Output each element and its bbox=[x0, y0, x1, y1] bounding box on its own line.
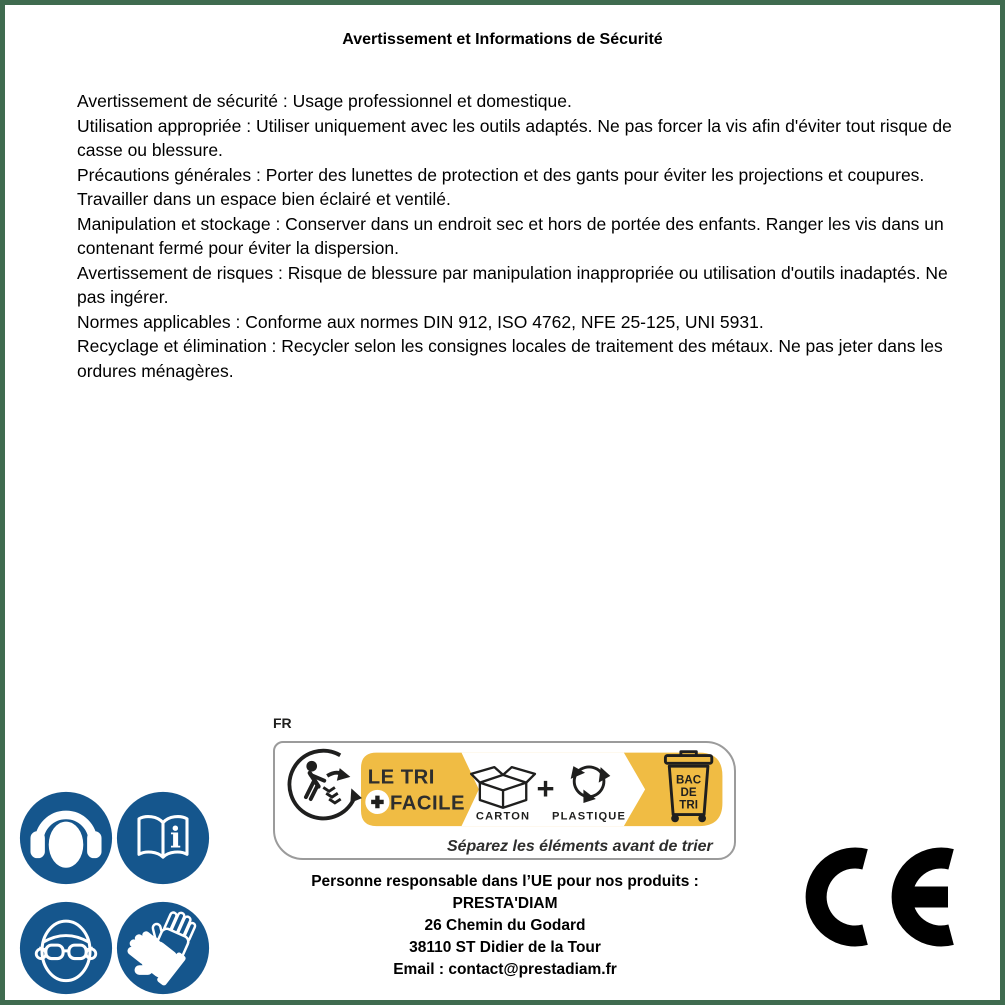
email-line: Email : contact@prestadiam.fr bbox=[393, 961, 617, 978]
triman-icon bbox=[289, 751, 361, 819]
safety-paragraph: Normes applicables : Conforme aux normes DIN 912, ISO 4762, NFE 25-125, UNI 5931. bbox=[77, 311, 764, 332]
bin-label-line: BAC bbox=[676, 774, 702, 787]
headline-top: LE TRI bbox=[367, 766, 435, 789]
safety-paragraph: Manipulation et stockage : Conserver dans un endroit sec et hors de portée des enfants. Ranger les vis dans un contenant fermé pour éviter la dispersion. bbox=[77, 213, 944, 258]
bin-label-line: TRI bbox=[679, 799, 698, 812]
responsible-person-block bbox=[257, 871, 753, 981]
ce-marking-icon bbox=[805, 845, 965, 950]
safety-paragraph: Avertissement de risques : Risque de blessure par manipulation inappropriée ou utilisation d'outils inadaptés. Ne pas ingérer. bbox=[77, 262, 948, 307]
safety-paragraph: Précautions générales : Porter des lunettes de protection et des gants pour éviter les projections et coupures. Travailler dans un espace bien éclairé et ventilé. bbox=[77, 164, 925, 209]
safety-paragraph: Utilisation appropriée : Utiliser uniquement avec les outils adaptés. Ne pas forcer la vis afin d'éviter tout risque de casse ou blessure. bbox=[77, 115, 952, 160]
wear-eye-protection-icon bbox=[18, 900, 114, 996]
material-label-carton: CARTON bbox=[475, 810, 531, 823]
plus-separator: + bbox=[536, 771, 555, 807]
info-tri-recycling-label bbox=[273, 741, 736, 860]
sorting-instruction: Séparez les éléments avant de trier bbox=[446, 838, 713, 856]
read-instruction-manual-icon bbox=[115, 790, 211, 886]
address-line: 26 Chemin du Godard bbox=[424, 917, 586, 934]
bin-label-line: DE bbox=[680, 787, 697, 800]
page-title: Avertissement et Informations de Sécurité bbox=[342, 31, 663, 48]
svg-text:i: i bbox=[170, 820, 181, 855]
safety-paragraph: Avertissement de sécurité : Usage professionnel et domestique. bbox=[77, 91, 572, 111]
wear-ear-protection-icon bbox=[18, 790, 114, 886]
safety-paragraph: Recyclage et élimination : Recycler selon les consignes locales de traitement des métaux. Ne pas jeter dans les ordures ménagères. bbox=[77, 336, 943, 381]
material-label-plastique: PLASTIQUE bbox=[552, 810, 627, 823]
wear-protective-gloves-icon bbox=[115, 900, 211, 996]
safety-text bbox=[77, 89, 973, 383]
headline-bottom: FACILE bbox=[389, 792, 465, 815]
responsible-person-intro: Personne responsable dans l’UE pour nos produits : bbox=[311, 873, 699, 890]
company-name: PRESTA'DIAM bbox=[452, 895, 558, 912]
address-line: 38110 ST Didier de la Tour bbox=[409, 939, 601, 956]
country-code-label: FR bbox=[273, 715, 292, 731]
